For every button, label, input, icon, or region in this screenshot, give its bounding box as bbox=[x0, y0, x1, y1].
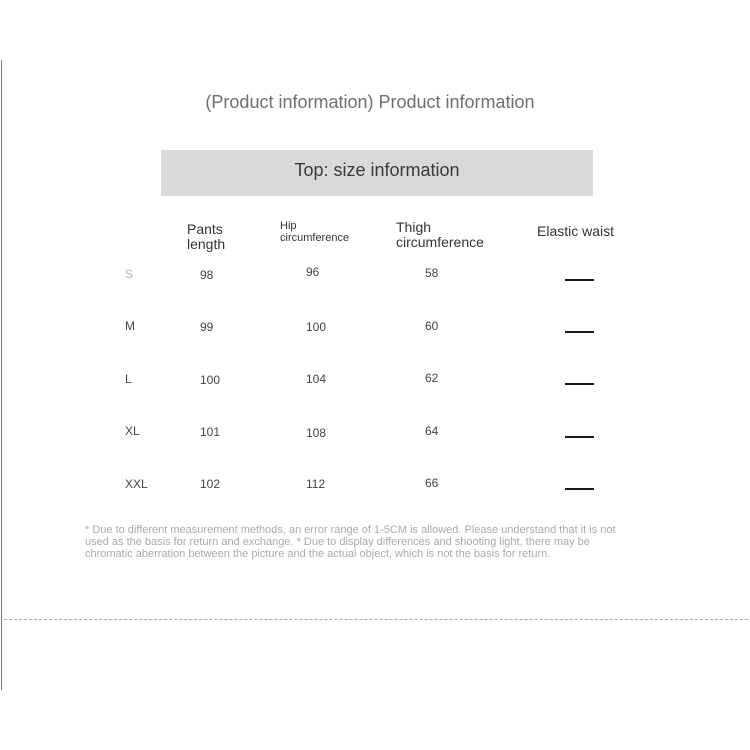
size-info-header bbox=[161, 150, 593, 196]
table-row-size-label: L bbox=[125, 372, 132, 386]
table-cell-hip: 108 bbox=[306, 426, 327, 440]
disclaimer-line-3: chromatic aberration between the picture and the actual object, which is not the basis for return. bbox=[85, 548, 551, 560]
page-title: (Product information) Product information bbox=[205, 92, 535, 112]
table-cell-hip: 100 bbox=[306, 320, 327, 334]
table-row-size-label: XL bbox=[125, 424, 140, 438]
table-cell-waist-dash bbox=[565, 331, 594, 333]
table-cell-pants-length: 100 bbox=[200, 373, 221, 387]
table-cell-waist-dash bbox=[565, 279, 594, 281]
disclaimer-line-2: used as the basis for return and exchange. * Due to display differences and shooting light, there may be bbox=[85, 536, 590, 548]
table-cell-hip: 112 bbox=[306, 477, 326, 491]
table-cell-pants-length: 99 bbox=[200, 320, 214, 334]
disclaimer-note bbox=[85, 524, 685, 560]
table-cell-pants-length: 101 bbox=[200, 425, 221, 439]
table-cell-thigh: 62 bbox=[425, 371, 439, 385]
table-cell-waist-dash bbox=[565, 383, 594, 385]
column-header-hip-circumference bbox=[280, 220, 349, 244]
left-border-line bbox=[1, 60, 2, 690]
dashed-divider bbox=[4, 619, 748, 620]
column-header-hip-line2: circumference bbox=[280, 232, 350, 244]
table-row-size-label: S bbox=[125, 267, 134, 281]
table-cell-pants-length: 102 bbox=[200, 477, 221, 491]
column-header-thigh-circumference bbox=[396, 220, 484, 250]
table-cell-thigh: 60 bbox=[425, 319, 439, 333]
table-cell-thigh: 66 bbox=[425, 476, 439, 490]
column-header-thigh-line1: Thigh bbox=[396, 219, 432, 235]
table-row-size-label: M bbox=[125, 319, 135, 333]
size-info-header-text: Top: size information bbox=[294, 160, 460, 180]
table-cell-pants-length: 98 bbox=[200, 268, 214, 282]
column-header-hip-line1: Hip bbox=[280, 220, 297, 232]
column-header-pants-length bbox=[187, 222, 225, 252]
column-header-pants-length-line1: Pants bbox=[187, 221, 223, 237]
disclaimer-line-1: * Due to different measurement methods, an error range of 1-5CM is allowed. Please understand that it is not bbox=[85, 524, 616, 536]
table-cell-waist-dash bbox=[565, 436, 594, 438]
column-header-elastic-waist: Elastic waist bbox=[537, 223, 615, 239]
table-cell-hip: 96 bbox=[306, 265, 320, 279]
table-cell-thigh: 58 bbox=[425, 266, 439, 280]
table-row-size-label: XXL bbox=[125, 477, 148, 491]
column-header-thigh-line2: circumference bbox=[396, 234, 484, 250]
column-header-pants-length-line2: length bbox=[187, 236, 226, 252]
table-cell-thigh: 64 bbox=[425, 424, 439, 438]
table-cell-waist-dash bbox=[565, 488, 594, 490]
table-cell-hip: 104 bbox=[306, 372, 327, 386]
